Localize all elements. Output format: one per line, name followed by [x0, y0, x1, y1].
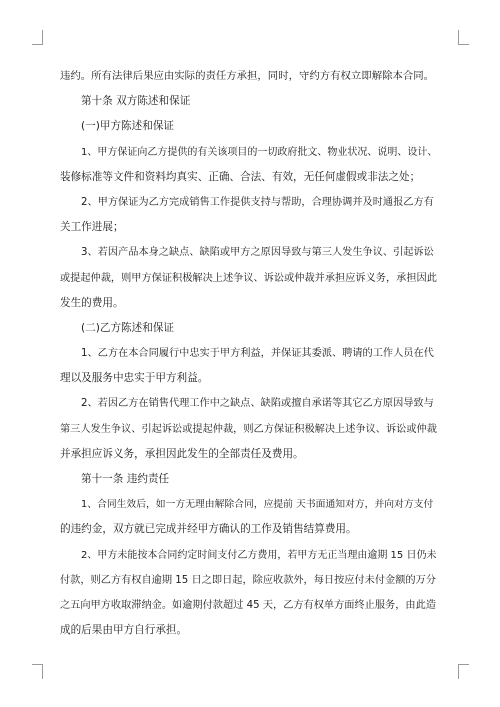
text-line: 2、甲方保证为乙方完成销售工作提供支持与帮助，合理协调并及时通报乙方有 — [81, 196, 434, 208]
text-line: 第十条 双方陈述和保证 — [81, 95, 191, 108]
text-line: 的违约金，双方就已完成并经甲方确认的工作及销售结算费用。 — [60, 523, 357, 536]
document-body — [60, 64, 440, 643]
text-line: 成的后果由甲方自行承担。 — [60, 624, 188, 637]
text-line: 理以及服务中忠实于甲方利益。 — [60, 372, 209, 385]
crop-mark-bottom-left — [32, 664, 43, 679]
text-line: (一)甲方陈述和保证 — [81, 120, 175, 133]
text-line: 第三人发生争议、引起诉讼或提起仲裁，则乙方保证积极解决上述争议、诉讼或仲裁 — [60, 423, 437, 435]
text-line: 付款，则乙方有权自逾期 15 日之即日起，除应收款外，每日按应付未付金额的万分 — [60, 574, 436, 586]
text-line: 装修标准等文件和资料均真实、正确、合法、有效，无任何虚假或非法之处； — [60, 170, 421, 183]
text-line: 3、若因产品本身之缺点、缺陷或甲方之原因导致与第三人发生争议、引起诉讼 — [81, 247, 434, 259]
text-line: 第十一条 违约责任 — [81, 473, 170, 485]
text-line: (二)乙方陈述和保证 — [81, 321, 175, 334]
text-line: 并承担应诉义务，承担因此发生的全部责任及费用。 — [60, 447, 304, 460]
text-line: 之五向甲方收取滞纳金。如逾期付款超过 45 天，乙方有权单方面终止服务，由此造 — [60, 599, 436, 611]
crop-mark-bottom-right — [458, 664, 469, 679]
crop-mark-top-right — [458, 30, 469, 45]
text-line: 或提起仲裁，则甲方保证积极解决上述争议、诉讼或仲裁并承担应诉义务，承担因此 — [60, 272, 437, 284]
text-line: 2、若因乙方在销售代理工作中之缺点、缺陷或擅自承诺等其它乙方原因导致与 — [81, 398, 434, 410]
text-line: 2、甲方未能按本合同约定时间支付乙方费用，若甲方无正当理由逾期 15 日仍未 — [81, 549, 437, 561]
crop-mark-top-left — [32, 30, 43, 45]
text-line: 违约。所有法律后果应由实际的责任方承担，同时，守约方有权立即解除本合同。 — [60, 70, 435, 82]
text-line: 1、乙方在本合同履行中忠实于甲方利益，并保证其委派、聘请的工作人员在代 — [81, 348, 434, 360]
text-line: 发生的费用。 — [60, 296, 124, 309]
text-line: 关工作进展； — [60, 221, 124, 234]
text-line: 1、甲方保证向乙方提供的有关该项目的一切政府批文、物业状况、说明、设计、 — [81, 146, 438, 158]
text-line: 1、合同生效后，如一方无理由解除合同，应提前 天书面通知对方，并向对方支付 — [81, 499, 434, 511]
